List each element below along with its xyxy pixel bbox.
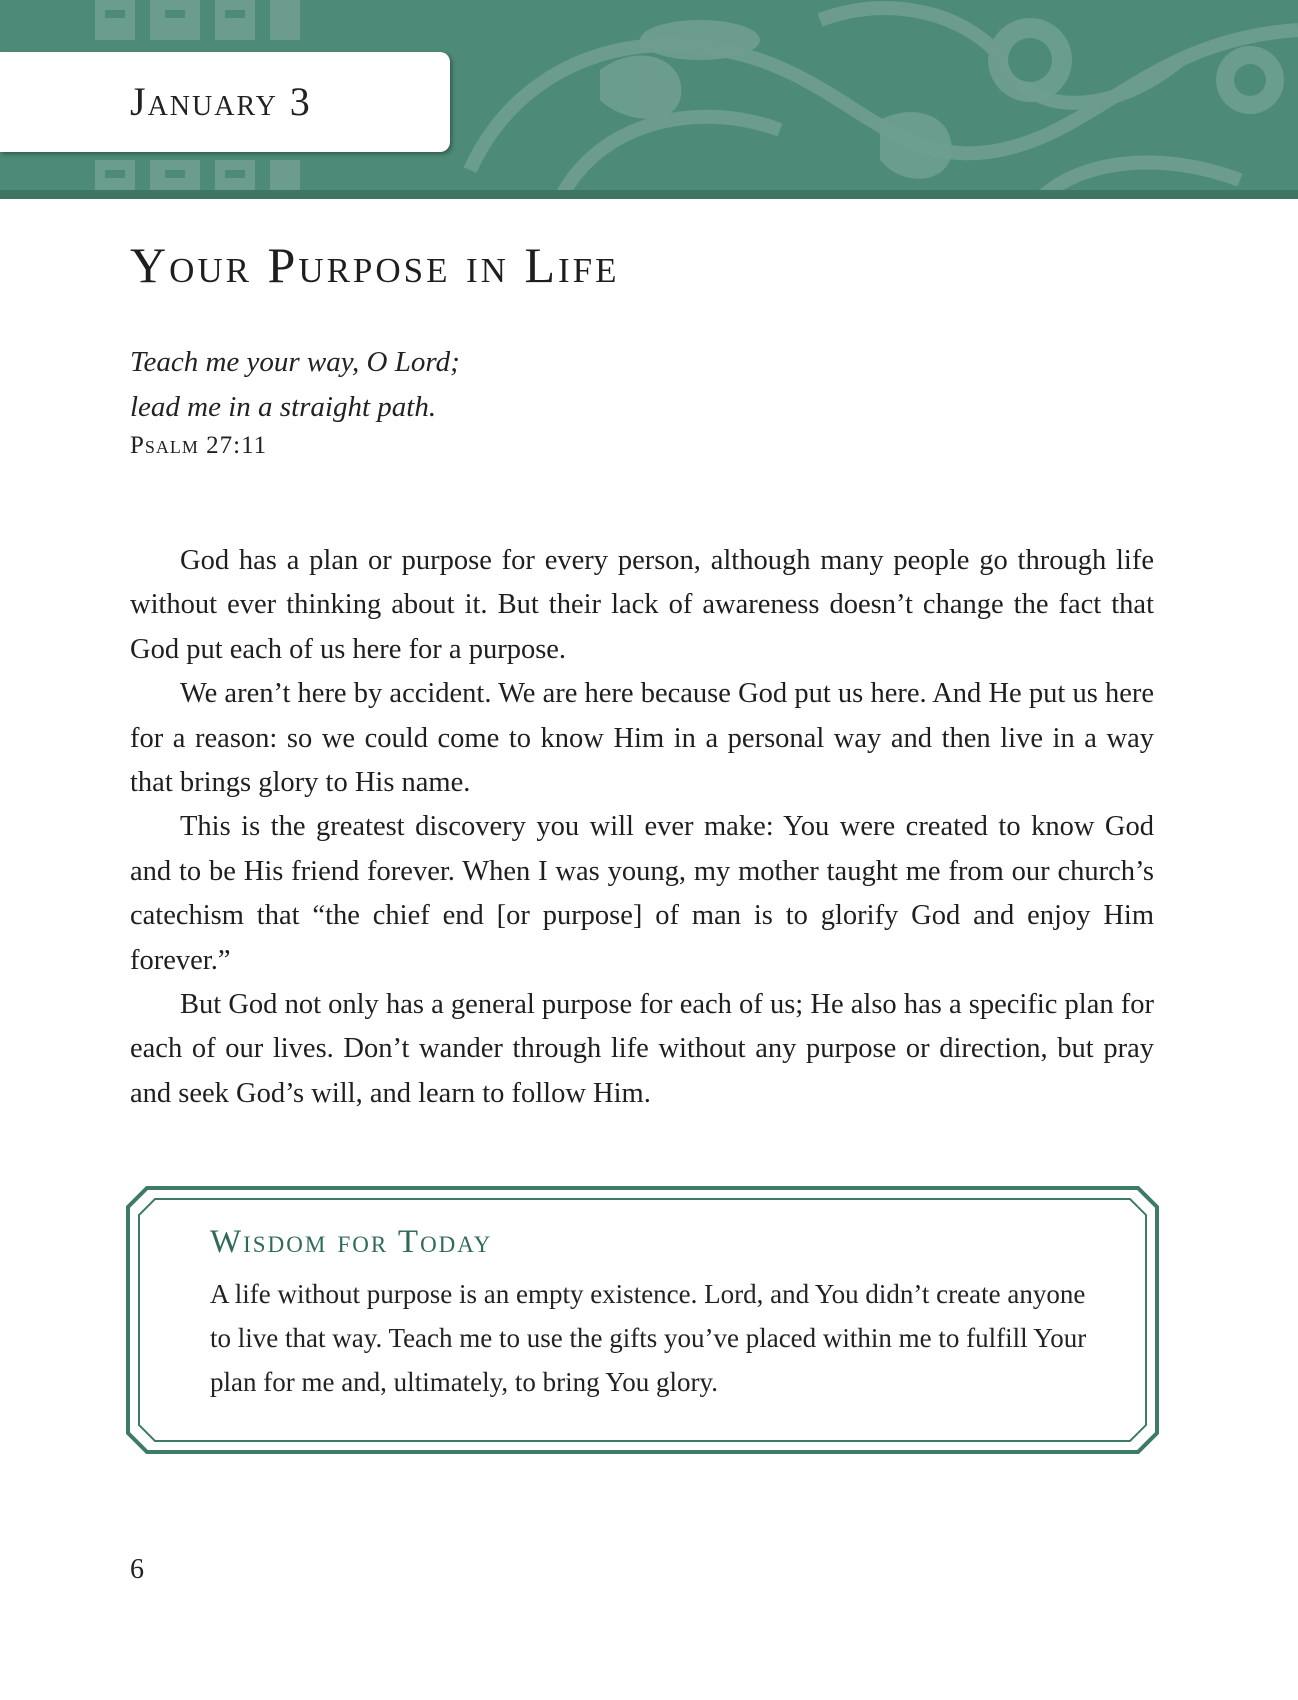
verse-reference: Psalm 27:11: [130, 432, 268, 459]
date-heading: January 3: [130, 79, 312, 124]
wisdom-text: A life without purpose is an empty existence. Lord, and You didn’t create anyone to live that way. Teach me to use the gifts you’ve placed within me to fulfill Your plan for me and, ultimately, to bring You glory.: [210, 1279, 1087, 1397]
verse-line-2: lead me in a straight path.: [130, 391, 437, 423]
page-number: 6: [130, 1554, 144, 1585]
devotional-body: [130, 539, 1154, 1116]
scripture-verse: [130, 340, 460, 430]
page-title: Your Purpose in Life: [130, 237, 620, 293]
verse-line-1: Teach me your way, O Lord;: [130, 346, 460, 378]
banner-bottom-line: [0, 190, 1298, 199]
body-paragraph: God has a plan or purpose for every person, although many people go through life without ever thinking about it. But their lack of awareness doesn’t change the fact that God put each of us here for a purpose.: [130, 545, 1154, 665]
body-paragraph: But God not only has a general purpose for each of us; He also has a specific plan for each of our lives. Don’t wander through life without any purpose or direction, but pray and seek God’s will, and learn to follow Him.: [130, 989, 1154, 1109]
body-paragraph: We aren’t here by accident. We are here because God put us here. And He put us here for a reason: so we could come to know Him in a personal way and then live in a way that brings glory to His name.: [130, 678, 1154, 799]
body-paragraph: This is the greatest discovery you will ever make: You were created to know God and to be His friend forever. When I was young, my mother taught me from our church’s catechism that “the chief end [or purpose] of man is to glorify God and enjoy Him forever.”: [130, 811, 1154, 976]
wisdom-title: Wisdom for Today: [210, 1224, 493, 1260]
